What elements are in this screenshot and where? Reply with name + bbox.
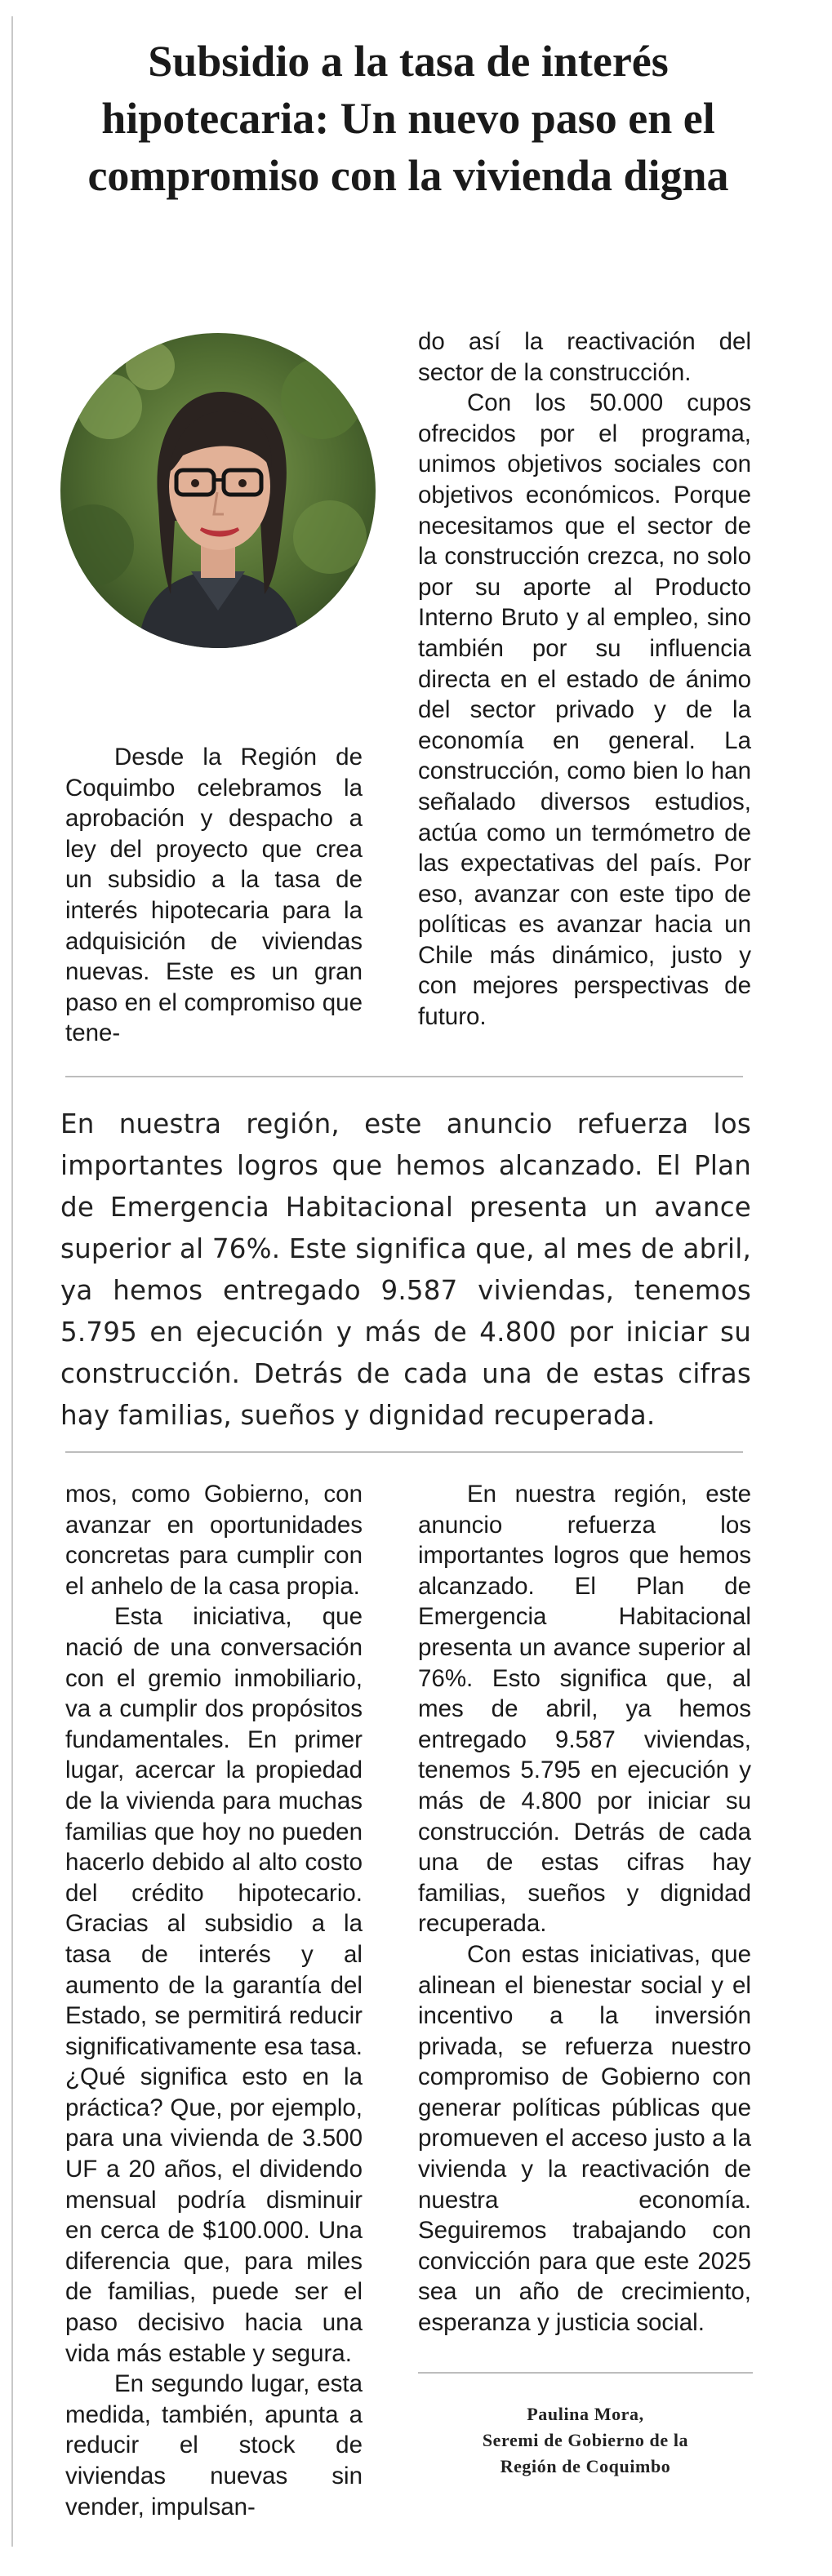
article-title: Subsidio a la tasa de interés hipotecaria: Un nuevo paso en el compromiso con la vivienda digna [87, 37, 729, 200]
author-signature [418, 2401, 753, 2480]
author-role: Seremi de Gobierno de la [482, 2430, 689, 2450]
column-top-right [418, 326, 751, 1033]
author-portrait [60, 333, 376, 648]
paragraph: En segundo lugar, esta medida, también, apunta a reducir el stock de viviendas nuevas sin vender, impulsan- [65, 2370, 363, 2520]
left-margin-rule [11, 16, 13, 2547]
pull-quote-top-rule [65, 1076, 743, 1077]
paragraph: Con estas iniciativas, que alinean el bienestar social y el incentivo a la inversión privada, se refuerza nuestro compromiso de Gobierno con generar políticas públicas que promueven el acceso justo a la vivienda y la reactivación de nuestra economía. Seguiremos trabajando con convicción para que este 2025 sea un año de crecimiento, esperanza y justicia social. [418, 1940, 751, 2337]
paragraph: Esta iniciativa, que nació de una conversación con el gremio inmobiliario, va a cumplir dos propósitos fundamentales. En primer lugar, acercar la propiedad de la vivienda para muchas familias que hoy no pueden hacerlo debido al alto costo del crédito hipotecario. Gracias al subsidio a la tasa de interés y al aumento de la garantía del Estado, se permitirá reducir significativamente esa tasa. ¿Qué significa esto en la práctica? Que, por ejemplo, para una vivienda de 3.500 UF a 20 años, el dividendo mensual podría disminuir en cerca de $100.000. Una diferencia que, para miles de familias, puede ser el paso decisivo hacia una vida más estable y segura. [65, 1603, 363, 2367]
paragraph: En nuestra región, este anuncio refuerza los importantes logros que hemos alcanzado. El Plan de Emergencia Habitacional presenta un avance superior al 76%. Esto significa que, al mes de abril, ya hemos entregado 9.587 viviendas, tenemos 5.795 en ejecución y más de 4.800 por iniciar su construcción. Detrás de cada una de estas cifras hay familias, sueños y dignidad recuperada. [418, 1481, 751, 1938]
pull-quote: En nuestra región, este anuncio refuerza los importantes logros que hemos alcanzado. El Plan de Emergencia Habitacional presenta un avance superior al 76%. Este significa que, al mes de abril, ya hemos entregado 9.587 viviendas, tenemos 5.795 en ejecución y más de 4.800 por iniciar su construcción. Detrás de cada una de estas cifras hay familias, sueños y dignidad recuperada. [60, 1108, 751, 1431]
column-top-left [65, 742, 363, 1049]
signature-rule [418, 2372, 753, 2374]
paragraph: Desde la Región de Coquimbo celebramos la aprobación y despacho a ley del proyecto que crea un subsidio a la tasa de interés hipotecaria para la adquisición de viviendas nuevas. Este es un gran paso en el compromiso que tene- [65, 744, 363, 1047]
column-bottom-right [418, 1479, 751, 2338]
paragraph: mos, como Gobierno, con avanzar en oportunidades concretas para cumplir con el anhelo de la casa propia. [65, 1481, 363, 1600]
paragraph: do así la reactivación del sector de la construcción. [418, 328, 751, 386]
author-name: Paulina Mora, [527, 2404, 644, 2424]
pull-quote-bottom-rule [65, 1451, 743, 1453]
author-region: Región de Coquimbo [500, 2456, 671, 2476]
paragraph: Con los 50.000 cupos ofrecidos por el programa, unimos objetivos sociales con objetivos económicos. Porque necesitamos que el sector de la construcción crezca, no solo por su aporte al Producto Interno Bruto y al empleo, sino también por su influencia directa en el estado de ánimo del sector privado y de la economía en general. La construcción, como bien lo han señalado diversos estudios, actúa como un termómetro de las expectativas del país. Por eso, avanzar con este tipo de políticas es avanzar hacia un Chile más dinámico, justo y con mejores perspectivas de futuro. [418, 389, 751, 1031]
column-bottom-left [65, 1479, 363, 2522]
